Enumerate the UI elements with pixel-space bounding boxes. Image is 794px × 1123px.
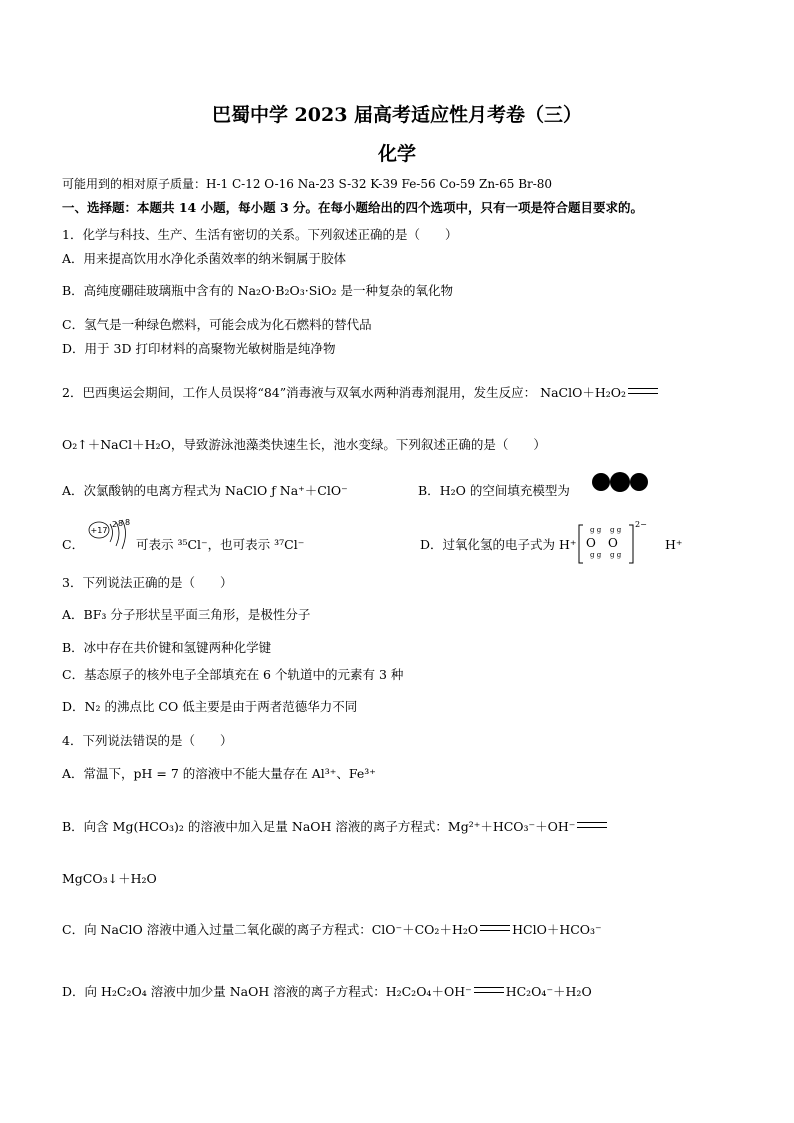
oxygen-atom-2: O [608, 536, 618, 550]
q1-option-a: A．用来提高饮用水净化杀菌效率的纳米铜属于胶体 [62, 251, 347, 266]
section-heading: 一、选择题：本题共 14 小题，每小题 3 分。在每小题给出的四个选项中，只有一项是符合题目要求的。 [62, 200, 644, 215]
equals-sign [474, 987, 504, 993]
q4-option-d [62, 984, 592, 1000]
q2-option-b-formula: H₂O [439, 483, 466, 498]
equals-sign [480, 925, 510, 931]
q4-option-c [62, 922, 602, 938]
shell-3-label: 8 [125, 518, 131, 527]
q4-option-d-post: HC₂O₄⁻＋H₂O [505, 984, 592, 999]
q1-option-b-formula: Na₂O·B₂O₃·SiO₂ [237, 283, 337, 298]
atomic-masses: 可能用到的相对原子质量：H-1 C-12 O-16 Na-23 S-32 K-39 Fe-56 Co-59 Zn-65 Br-80 [62, 177, 553, 191]
q2-equation-rhs: O₂↑＋NaCl＋H₂O [62, 437, 171, 452]
oxygen-atom-1: O [586, 536, 596, 550]
peroxide-charge: 2− [635, 520, 647, 529]
right-bracket [628, 524, 634, 564]
q2-option-c-text: 可表示 ³⁵Cl⁻，也可表示 ³⁷Cl⁻ [136, 537, 305, 552]
shell-1-label: 2 [112, 520, 118, 529]
q2-option-a-pre: A．次氯酸钠的电离方程式为 [62, 483, 226, 498]
q1-stem: 1．化学与科技、生产、生活有密切的关系。下列叙述正确的是（ ） [62, 227, 458, 242]
dot-pair-top-1: g g [590, 526, 602, 534]
q2-option-a-formula: NaClO ƒ Na⁺＋ClO⁻ [225, 483, 348, 498]
dot-pair-top-2: g g [610, 526, 622, 534]
equals-sign [577, 822, 607, 828]
nucleus-charge-label: +17 [90, 526, 108, 535]
q2-option-a [62, 483, 348, 499]
q4-option-b-line2: MgCO₃↓＋H₂O [62, 871, 157, 886]
q2-option-b [418, 483, 570, 499]
equals-sign [628, 388, 658, 394]
subject-title: 化学 [377, 143, 416, 165]
q1-option-b-post: 是一种复杂的氧化物 [336, 283, 454, 298]
peroxide-electron-formula [578, 520, 648, 564]
q1-option-b [62, 283, 453, 299]
water-model-icon [591, 471, 649, 495]
q2-option-b-post: 的空间填充模型为 [465, 483, 570, 498]
q3-stem: 3．下列说法正确的是（ ） [62, 575, 233, 590]
shell-2-label: 8 [118, 519, 124, 528]
q2-stem-pre: 2．巴西奥运会期间，工作人员误将“84”消毒液与双氧水两种消毒剂混用，发生反应： [62, 385, 537, 400]
dot-pair-bottom-1: g g [590, 551, 602, 559]
exam-title: 巴蜀中学 2023 届高考适应性月考卷（三） [211, 104, 583, 126]
q1-option-d: D．用于 3D 打印材料的高聚物光敏树脂是纯净物 [62, 341, 336, 356]
q4-option-a: A．常温下，pH = 7 的溶液中不能大量存在 Al³⁺、Fe³⁺ [62, 766, 376, 781]
q3-option-b: B．冰中存在共价键和氢键两种化学键 [62, 640, 272, 655]
hydrogen-ion-right: H⁺ [665, 537, 683, 552]
dot-pair-bottom-2: g g [610, 551, 622, 559]
chloride-ion-structure-diagram [88, 518, 136, 552]
q4-option-d-pre: D．向 H₂C₂O₄ 溶液中加少量 NaOH 溶液的离子方程式：H₂C₂O₄＋OH⁻ [62, 984, 472, 999]
q1-option-b-pre: B．高纯度硼硅玻璃瓶中含有的 [62, 283, 238, 298]
q3-option-a: A．BF₃ 分子形状呈平面三角形，是极性分子 [62, 607, 311, 622]
q2-equation-lhs: NaClO＋H₂O₂ [540, 385, 627, 400]
left-bracket [578, 524, 584, 564]
q3-option-d: D．N₂ 的沸点比 CO 低主要是由于两者范德华力不同 [62, 699, 358, 714]
q2-option-b-pre: B． [418, 483, 440, 498]
q2-option-c-label: C． [62, 537, 85, 552]
q3-option-c: C．基态原子的核外电子全部填充在 6 个轨道中的元素有 3 种 [62, 667, 404, 682]
q1-option-c: C．氢气是一种绿色燃料，可能会成为化石燃料的替代品 [62, 317, 372, 332]
q4-option-c-post: HClO＋HCO₃⁻ [512, 922, 602, 937]
q2-option-d-text: D．过氧化氢的电子式为 H⁺ [420, 537, 577, 552]
q4-option-b-text: B．向含 Mg(HCO₃)₂ 的溶液中加入足量 NaOH 溶液的离子方程式：Mg²⁺＋HCO₃⁻＋OH⁻ [62, 819, 576, 834]
q2-stem-post: ，导致游泳池藻类快速生长，池水变绿。下列叙述正确的是（ ） [170, 437, 546, 452]
q2-stem-line2 [62, 437, 546, 453]
q4-option-b-line1 [62, 819, 609, 835]
q4-option-c-pre: C．向 NaClO 溶液中通入过量二氧化碳的离子方程式：ClO⁻＋CO₂＋H₂O [62, 922, 479, 937]
q4-stem: 4．下列说法错误的是（ ） [62, 733, 233, 748]
q2-stem-line1 [62, 385, 660, 401]
